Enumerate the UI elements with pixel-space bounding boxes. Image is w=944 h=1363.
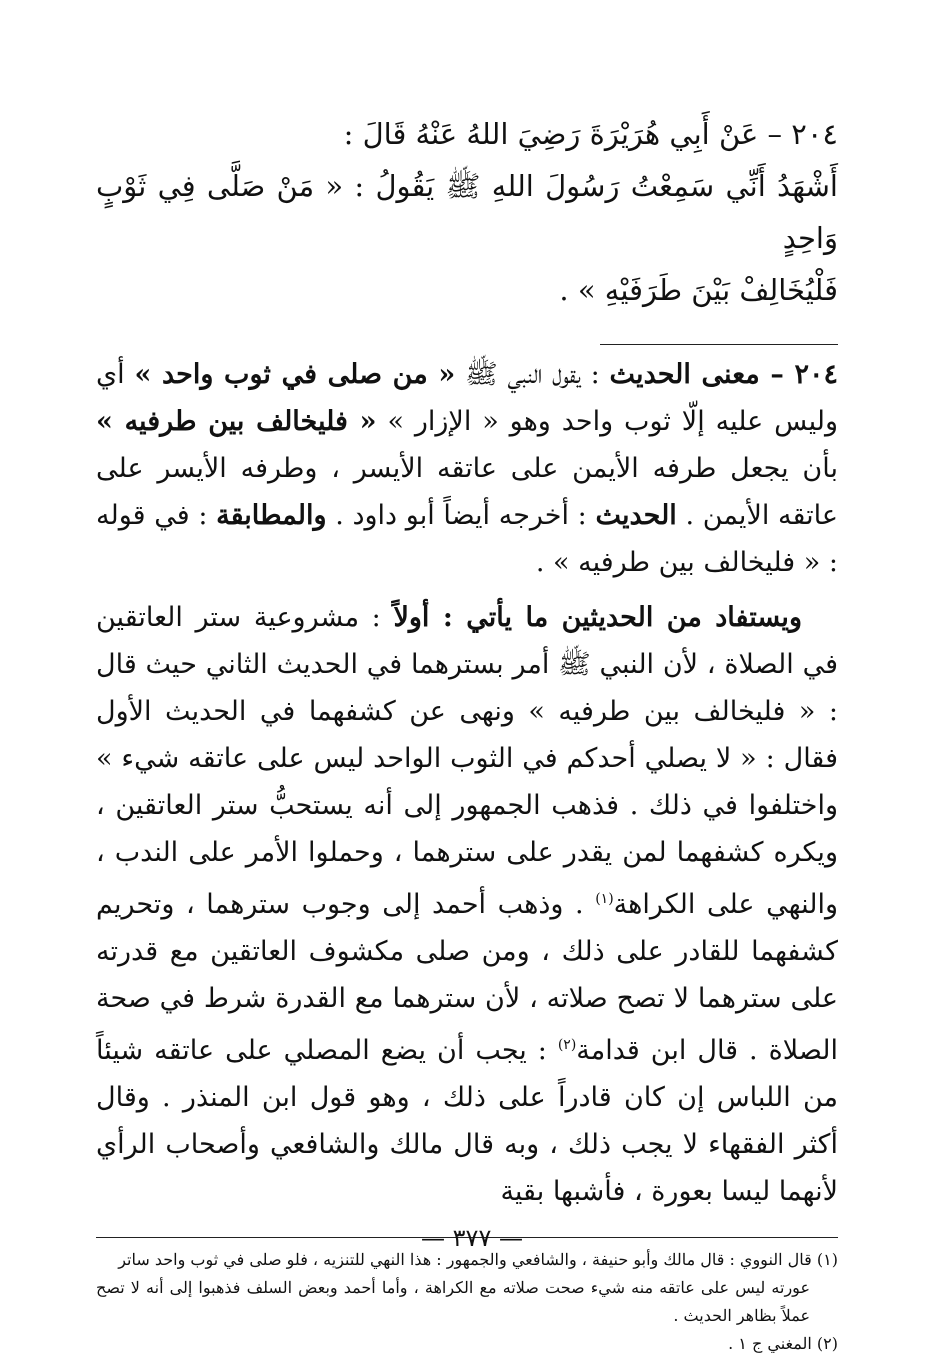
- commentary-text-3: : أخرجه أيضاً أبو داود .: [335, 500, 587, 531]
- footnote-1: [96, 1246, 838, 1330]
- page-body: [96, 108, 838, 1358]
- footnote-1-first-line: (١) قال النووي : قال مالك وأبو حنيفة ، والشافعي والجمهور : هذا النهي للتنزيه ، فلو صلى في ثوب واحد ساتر: [118, 1250, 838, 1269]
- quote-2: « فليخالف بين طرفيه »: [96, 406, 377, 437]
- quote-1: « من صلى في ثوب واحد »: [134, 359, 456, 390]
- hadith-source-label: الحديث: [595, 500, 677, 531]
- commentary-text-5: : مشروعية ستر العاتقين في الصلاة ، لأن النبي ﷺ أمر بسترهما في الحديث الثاني حيث قال : « فليخالف بين طرفيه » ونهى عن كشفهما في الحديث الأول فقال : « لا يصلي أحدكم في الثوب الواحد ليس على عاتقه شيء » واختلفوا في ذلك . فذهب الجمهور إلى أنه يستحبُّ ستر العاتقين ، ويكره كشفهما لمن يقدر على سترهما ، وحملوا الأمر على الندب ، والنهي على الكراهة: [96, 602, 838, 920]
- commentary-text-7: : يجب أن يضع المصلي على عاتقه شيئاً من اللباس إن كان قادراً على ذلك ، وهو قول ابن المنذر . وقال أكثر الفقهاء لا يجب ذلك ، وبه قال مالك والشافعي وأصحاب الرأي لأنهما ليسا بعورة ، فأشبها بقية: [96, 1035, 838, 1207]
- commentary-text-6: . وذهب أحمد إلى وجوب سترهما ، وتحريم كشفهما للقادر على ذلك ، ومن صلى مكشوف العاتقين مع قدرته على سترهما لا تصح صلاته ، لأن سترهما مع القدرة شرط في صحة الصلاة . قال ابن قدامة: [96, 889, 838, 1066]
- commentary-text-1: أي وليس عليه إلّا ثوب واحد وهو « الإزار »: [96, 359, 838, 437]
- commentary-intro: : يقول النبي ﷺ: [465, 359, 600, 390]
- commentary-heading: ٢٠٤ – معنى الحديث: [609, 359, 839, 390]
- hadith-line-1: ٢٠٤ – عَنْ أَبِي هُرَيْرَةَ رَضِيَ اللهُ عَنْهُ قَالَ :: [343, 117, 838, 151]
- mutabaqa-label: والمطابقة: [216, 500, 327, 531]
- commentary-paragraph-1: [96, 351, 838, 586]
- hadith-line-3: فَلْيُخَالِفْ بَيْنَ طَرَفَيْهِ » .: [559, 273, 838, 307]
- hadith-separator: [600, 344, 838, 345]
- footnotes: [96, 1246, 838, 1358]
- footnote-marker-2[interactable]: (٢): [557, 1037, 577, 1053]
- page-number: — ٣٧٧ —: [421, 1224, 523, 1252]
- footnote-2: (٢) المغني ج ١ .: [728, 1334, 838, 1353]
- hadith-text: [96, 108, 838, 316]
- hadith-line-2: أَشْهَدُ أَنِّي سَمِعْتُ رَسُولَ اللهِ ﷺ يَقُولُ : « مَنْ صَلَّى فِي ثَوْبٍ وَاحِدٍ: [96, 169, 838, 255]
- benefits-label: ويستفاد من الحديثين ما يأتي : أولاً: [393, 602, 802, 633]
- footnote-marker-1[interactable]: (١): [595, 891, 614, 907]
- footnote-1-continuation: عورته ليس على عاتقه منه شيء صحت صلاته مع الكراهة ، وأما أحمد وبعض السلف فذهبوا إلى أنه لا تصح عملاً بظاهر الحديث .: [96, 1278, 810, 1325]
- commentary-paragraph-2: [96, 594, 838, 1215]
- commentary-text-4: : في قوله : « فليخالف بين طرفيه » .: [96, 500, 838, 578]
- commentary-text-2: بأن يجعل طرفه الأيمن على عاتقه الأيسر ، وطرفه الأيسر على عاتقه الأيمن .: [96, 453, 839, 531]
- commentary: [96, 351, 838, 1215]
